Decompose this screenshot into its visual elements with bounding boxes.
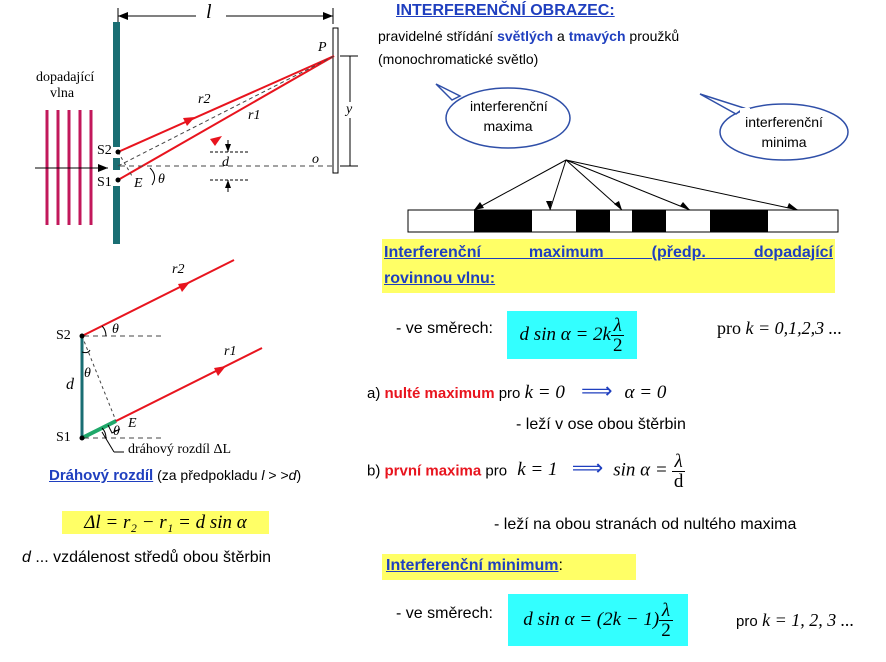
zero-note: - leží v ose obou štěrbin — [516, 416, 686, 433]
path-difference-condition-l: l — [261, 467, 265, 483]
maximum-pro — [717, 318, 842, 339]
maximum-formula-num: λ — [611, 316, 625, 336]
fig2-label-theta-bottom: θ — [113, 424, 120, 439]
minimum-formula-num: λ — [659, 601, 673, 621]
zero-maximum-line — [367, 378, 666, 404]
fig2-label-r2: r2 — [172, 262, 185, 277]
pattern-line1-light: světlých — [497, 28, 554, 44]
fig1-label-theta: θ — [158, 172, 165, 187]
minimum-pro-values: k = 1, 2, 3 ... — [762, 610, 855, 630]
maximum-formula — [507, 311, 637, 359]
pattern-line1-a: pravidelné střídání — [378, 28, 498, 44]
maximum-formula-den: 2 — [612, 335, 623, 357]
first-prefix: b) — [367, 462, 385, 480]
pattern-line1-c: proužků — [625, 28, 680, 44]
bubble-minima-line2: minima — [761, 134, 807, 150]
path-difference-note — [22, 549, 271, 567]
fig1-label-P: P — [318, 40, 327, 55]
minimum-heading-line — [386, 557, 563, 575]
path-difference-note-rest: ... vzdálenost středů obou štěrbin — [30, 549, 272, 566]
maximum-pro-values: k = 0,1,2,3 ... — [745, 318, 843, 338]
fig2-label-E: E — [128, 416, 137, 431]
maximum-formula-fraction — [611, 316, 625, 355]
double-slit-figure — [0, 0, 360, 250]
first-cond: k = 1 — [517, 459, 558, 481]
first-pro: pro — [481, 462, 512, 480]
path-difference-note-d: d — [22, 549, 31, 566]
zero-result: α = 0 — [624, 382, 667, 403]
fig2-label-path-diff: dráhový rozdíl ΔL — [128, 442, 232, 457]
path-difference-condition-a: (za předpokladu — [153, 467, 262, 483]
path-difference-condition-b: > > — [264, 467, 289, 483]
maximum-formula-lhs: d sin α = 2k — [519, 324, 611, 345]
fig1-label-o: o — [312, 152, 319, 167]
minimum-heading: Interferenční minimum — [386, 557, 559, 574]
pattern-line1-b: a — [553, 28, 569, 44]
first-name: první maxima — [384, 462, 482, 480]
path-difference-heading-line — [49, 467, 301, 484]
path-difference-formula: Δl = r₂ − r₁ = d sin α — [62, 511, 269, 534]
barrier-top — [113, 22, 120, 147]
path-difference-condition-c: ) — [296, 467, 302, 483]
zero-implies-arrow: ⟹ — [581, 378, 613, 403]
barrier-mid — [113, 158, 120, 170]
first-maximum-line — [367, 452, 685, 491]
bubble-minima-line1: interferenční — [745, 114, 823, 130]
minimum-colon: : — [558, 557, 563, 574]
pattern-diagram — [400, 70, 886, 240]
path-difference-condition-d: d — [288, 467, 297, 483]
fig1-label-d: d — [222, 155, 229, 170]
fig1-label-r1: r1 — [248, 108, 261, 123]
zero-prefix: a) — [367, 385, 385, 402]
first-num: λ — [672, 452, 686, 472]
fig2-label-theta-mid: θ — [84, 366, 91, 381]
pattern-title: INTERFERENČNÍ OBRAZEC: — [396, 2, 615, 19]
path-difference-heading: Dráhový rozdíl — [49, 467, 154, 484]
zero-name: nulté maximum — [384, 385, 495, 402]
pattern-line1-dark: tmavých — [568, 28, 626, 44]
fig1-label-l: l — [206, 1, 212, 23]
minimum-pro-label: pro — [736, 613, 758, 630]
minimum-directions-label: - ve směrech: — [396, 605, 493, 622]
zero-cond: k = 0 — [524, 382, 565, 403]
fig1-label-E: E — [134, 176, 143, 191]
first-den: d — [673, 471, 684, 492]
zero-pro: pro — [494, 385, 525, 402]
minimum-formula-lhs: d sin α = (2k − 1) — [523, 609, 660, 630]
screen — [333, 28, 338, 173]
fig2-label-d: d — [66, 376, 74, 393]
fig1-label-S1: S1 — [97, 175, 112, 190]
fig1-label-incident-2: vlna — [50, 86, 75, 101]
fig1-label-r2: r2 — [198, 92, 211, 107]
minimum-formula — [508, 594, 688, 646]
pattern-line1 — [378, 28, 679, 44]
first-result-lhs: sin α = — [613, 459, 668, 481]
first-note: - leží na obou stranách od nultého maxima — [494, 516, 797, 533]
fig1-label-y: y — [346, 102, 353, 117]
maximum-heading-line2: rovinnou vlnu: — [384, 270, 496, 287]
bubble-maxima-line1: interferenční — [470, 98, 548, 114]
pattern-line2: (monochromatické světlo) — [378, 51, 539, 67]
fig2-label-S1: S1 — [56, 430, 71, 445]
first-implies-arrow: ⟹ — [571, 455, 604, 481]
fig1-label-S2: S2 — [97, 143, 112, 158]
first-fraction — [672, 452, 686, 491]
barrier-bottom — [113, 186, 120, 244]
fig2-label-theta-top: θ — [112, 322, 119, 337]
maximum-heading-line1: Interferenční maximum (předp. dopadající — [384, 244, 833, 261]
bubble-maxima-line2: maxima — [483, 118, 533, 134]
fig1-label-incident-1: dopadající — [36, 70, 95, 85]
fig2-label-S2: S2 — [56, 328, 71, 343]
fig2-label-r1: r1 — [224, 344, 237, 359]
minimum-formula-fraction — [659, 601, 673, 640]
maximum-directions-label: - ve směrech: — [396, 320, 493, 337]
maximum-pro-label: pro — [717, 318, 741, 338]
minimum-pro — [736, 610, 854, 631]
minimum-formula-den: 2 — [661, 620, 671, 642]
path-difference-figure — [50, 252, 300, 462]
